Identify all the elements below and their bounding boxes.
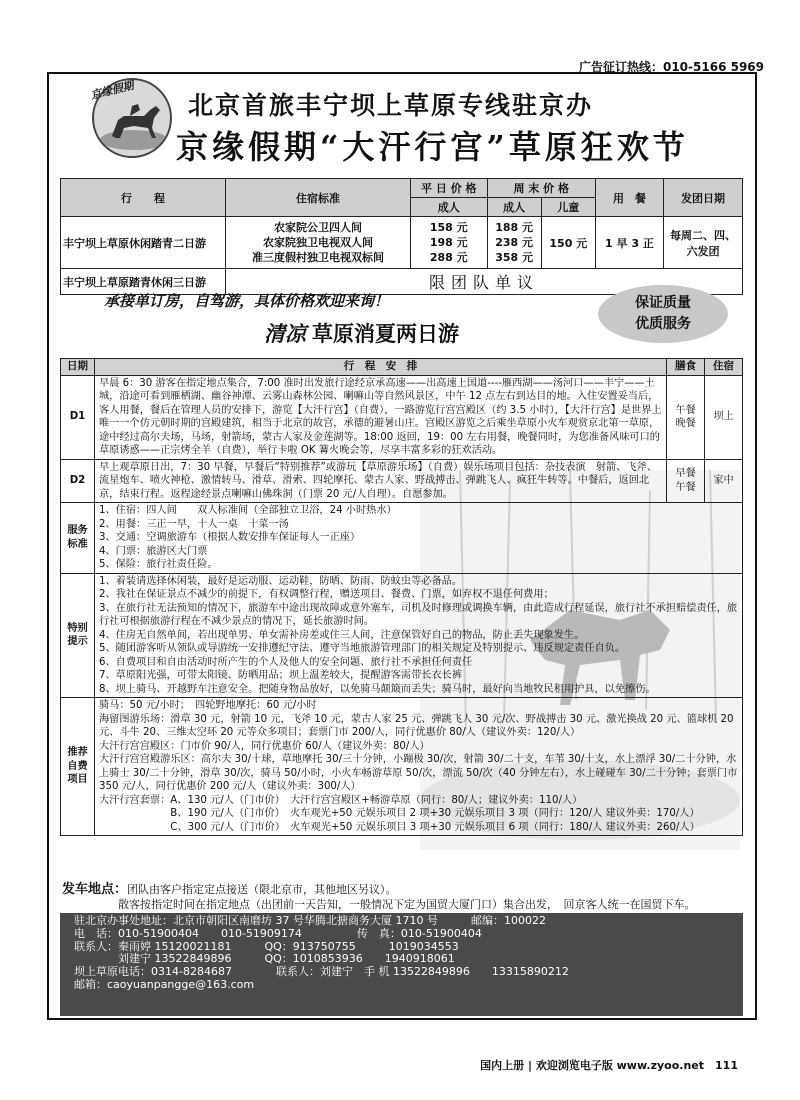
contact-address: 驻北京办事处地址：北京市朝阳区南磨坊 37 号华腾北搪商务大厦 1710 号 邮编：100022	[74, 914, 546, 927]
th-meal: 膳食	[667, 359, 705, 376]
service-label: 服务标准	[61, 503, 95, 574]
hotel-item: 农家院独卫电视双人间	[263, 236, 373, 249]
price-cell: 188 元	[495, 221, 534, 234]
list-item: 骑马：50 元/小时； 四轮野地摩托：60 元/小时	[99, 700, 317, 711]
price-cell: 238 元	[495, 236, 534, 249]
departure-text: 团队由客户指定定点接送（限北京市，其他地区另议）。	[127, 883, 397, 896]
day2-label: D2	[61, 459, 95, 503]
list-item: 7、草原阳光强，可带太阳镜、防晒用品；坝上温差较大，提醒游客需带长衣长裤	[99, 670, 463, 681]
weekday-prices	[411, 217, 488, 269]
day2-stay: 家中	[705, 459, 743, 503]
meal-cell: 1 早 3 正	[595, 217, 663, 269]
day1-plan: 早晨 6：30 游客在指定地点集合，7:00 准时出发旅行途经京承高速——出高速上国道----雁西湖——汤河口——丰宁——土城，沿途可看到雁栖湖、幽谷神潭、云雾山森林公园、喇嘛山等自然风景区，中午 12 点左右到达目的地。入住安置妥当后，客人用餐，餐后在管理人员的安排下，游览【大汗行宫】（自费），一路游览行宫宫殿区（约 3.5 小时），【大汗行宫】是世界上唯一一个仿元朝时期的宫殿建筑，相当于北京的故宫，承德的避暑山庄。宫殿区游览之后乘坐草原小火车观赏京北第一草原，途中经过高尔夫场，马场，射箭场，蒙古人家及金莲湖等。18:00 返回，19：00 左右用餐，晚餐同时，为您准备风味可口的草原诱惑——正宗烤全羊（自费），举行卡啦 OK 篝火晚会等，尽享丰富多彩的狂欢活动。	[95, 375, 667, 459]
day2-plan: 早上观草原日出，7：30 早餐，早餐后“特别推荐”或游玩【草原游乐场】（自费）娱乐场项目包括：杂技表演 射箭、飞斧、流星炮车、喷火神枪、激情转马、滑草、滑索、四轮摩托、蒙古人家、野战搏击、弹跳飞人、疯狂牛转等。中餐后，返回北京，结束行程。返程途经景点喇嘛山佛珠洞（门票 20 元/人自理）。自愿参加。	[95, 459, 667, 503]
th-weekend: 周 末 价 格	[487, 179, 595, 198]
logo-text: 京缘假期	[89, 78, 136, 103]
tips-label: 特别提示	[61, 573, 95, 698]
header-title: 北京首旅丰宁坝上草原专线驻京办	[188, 91, 594, 120]
list-item: 2、用餐：三正一早，十人一桌 十菜一汤	[99, 518, 289, 530]
price-table	[60, 178, 743, 295]
contact-person-2: 刘建宁 13522849896 QQ：1010853936 1940918061	[74, 952, 455, 966]
page-footer: 国内上册 | 欢迎浏览电子版 www.zyoo.net 111	[480, 1059, 738, 1072]
th-route: 行 程	[61, 179, 226, 217]
th-adult-weekday: 成人	[411, 198, 488, 217]
th-adult-weekend: 成人	[487, 198, 541, 217]
booking-notice: 承接单订房，自驾游，具体价格欢迎来询！	[104, 292, 390, 310]
quality-badge	[598, 285, 728, 343]
day1-stay: 坝上	[705, 375, 743, 459]
departure-label: 发车地点：	[62, 882, 128, 897]
list-item: 8、坝上骑马、开越野车注意安全。把随身物品放好，以免骑马颠簸而丢失；骑马时，最好向当地牧民租用护具，以免擦伤。	[99, 683, 656, 695]
route2: 丰宁坝上草原踏青休闲三日游	[61, 269, 226, 295]
price-cell: 358 元	[495, 251, 534, 264]
date-cell: 每周二、四、六发团	[664, 217, 743, 269]
badge-line: 优质服务	[635, 316, 691, 332]
day1-meal: 午餐 晚餐	[667, 375, 705, 459]
contact-person-1: 联系人：秦雨婷 15120021181 QQ：913750755 1019034553	[74, 939, 459, 953]
hotel-item: 农家院公卫四人间	[274, 221, 362, 234]
th-child: 儿童	[541, 198, 595, 217]
contact-office: 坝上草原电话：0314-8284687 联系人：刘建宁 手 机 13522849896 13315890212	[74, 965, 569, 979]
list-item: 1、着装请选择休闲装，最好是运动服、运动鞋，防晒、防雨、防蚊虫等必备品。	[99, 575, 463, 587]
list-item: 1、住宿：四人间 双人标准间（全部独立卫浴，24 小时热水）	[99, 505, 397, 516]
th-meal: 用 餐	[595, 179, 663, 217]
list-item: 5、保险：旅行社责任险。	[99, 559, 218, 570]
day1-label: D1	[61, 375, 95, 459]
th-weekday: 平 日 价 格	[411, 179, 488, 198]
contact-phone: 电 话：010-51900404 010-51909174 传 真：010-51900404	[74, 926, 482, 940]
tour-title	[264, 318, 459, 348]
recommend-label: 推荐自费项目	[61, 698, 95, 836]
list-item: 4、门票：旅游区大门票	[99, 545, 208, 557]
tour-title-main: 草原消夏两日游	[312, 321, 459, 346]
th-hotel: 住宿标准	[226, 179, 411, 217]
th-date: 发团日期	[664, 179, 743, 217]
hotel-list	[226, 217, 411, 269]
list-item: 海留图游乐场：滑草 30 元，射箭 10 元，飞斧 10 元，蒙古人家 25 元、弹跳飞人 30 元/次、野战搏击 30 元、激光换战 20 元、篮球机 20 元、斗牛 20、三维太空环 20 元等众多项目；套票门市 200/人，同行优惠价 80/人（建议外卖：120/人）	[99, 713, 734, 738]
contact-block	[60, 913, 743, 1016]
list-item: 2、我社在保证景点不减少的前提下，有权调整行程，赠送项目、餐费、门票，如弃权不退任何费用；	[99, 589, 554, 600]
departure-text-2: 散客按指定时间在指定地点（出团前一天告知，一般情况下定为国贸大厦门口）集合出发， 回京客人统一在国贸下车。	[118, 898, 696, 911]
badge-line: 保证质量	[635, 295, 691, 311]
list-item: 大汗行宫宫殿区：门市价 90/人，同行优惠价 60/人（建议外卖：80/人）	[99, 740, 430, 752]
th-date: 日期	[61, 359, 95, 376]
list-item: 6、自费项目和自由活动时所产生的个人及他人的安全问题、旅行社不承担任何责任	[99, 656, 473, 668]
weekend-prices	[487, 217, 541, 269]
festival-title: 京缘假期“大汗行宫”草原狂欢节	[176, 128, 689, 166]
route1: 丰宁坝上草原休闲踏青二日游	[61, 217, 226, 269]
list-item: 大汗行宫宫殿游乐区：高尔夫 30/十球，草地摩托 30/三十分钟，小蹦极 30/次，射箭 30/二十支，车苇 30/十支，水上漂浮 30/二十分钟，水上骑士 30/二十分钟，滑草 30/次，骑马 50/小时，小火车畅游草原 50/次，漂流 50/次（40 分钟左右），水上碰碰车 30/二十分钟；套票门市 350 元/人，同行优惠价 200 元/人（建议外卖：300/人）	[99, 754, 738, 792]
ad-hotline: 广告征订热线：010-5166 5969	[578, 60, 764, 74]
child-price: 150 元	[541, 217, 595, 269]
departure-line	[62, 878, 397, 897]
price-cell: 198 元	[429, 236, 468, 249]
th-stay: 住宿	[705, 359, 743, 376]
list-item: 5、随团游客听从领队或导游统一安排遵纪守法、遵守当地旅游管理部门的相关规定及特别提示、违反规定责任自负。	[99, 643, 626, 654]
price-cell: 158 元	[429, 221, 468, 234]
list-item: 大汗行宫套票：A、130 元/人（门市价） 大汗行宫宫殿区+畅游草原（同行：80/人；建议外卖：110/人）	[99, 794, 583, 806]
service-list	[95, 503, 743, 574]
list-item: 3、在旅行社无法预知的情况下，旅游车中途出现故障或意外塞车，司机及时修理或调换车辆，由此造成行程延误，旅行社不承担赔偿责任，旅行社可根据旅游行程在不减少景点的情况下，延长旅游时间。	[99, 602, 738, 627]
tour-title-prefix: 清凉	[264, 321, 306, 346]
hotel-item: 准三度假村独卫电视双标间	[252, 251, 384, 264]
list-item: 3、交通：空调旅游车（根据人数安排车保证每人一正座）	[99, 532, 361, 543]
contact-email: 邮箱：caoyuanpangge@163.com	[74, 977, 255, 991]
list-item: 4、住房无自然单间，若出现单男、单女需补房差或住三人间，注意保管好自己的物品，防止丢失现象发生。	[99, 629, 585, 641]
tips-list	[95, 573, 743, 698]
day2-meal: 早餐 午餐	[667, 459, 705, 503]
route2-note: 限团队单议	[226, 269, 743, 295]
list-item: B、190 元/人（门市价） 火车观光+50 元娱乐项目 2 项+30 元娱乐项目 3 项（同行：120/人 建议外卖：170/人）	[99, 808, 700, 819]
th-plan: 行 程 安 排	[95, 359, 667, 376]
recommend-list	[95, 698, 743, 836]
itinerary-table	[60, 358, 743, 836]
price-cell: 288 元	[429, 251, 468, 264]
list-item: C、300 元/人（门市价） 火车观光+50 元娱乐项目 3 项+30 元娱乐项目 6 项（同行：180/人 建议外卖：260/人）	[99, 821, 700, 833]
